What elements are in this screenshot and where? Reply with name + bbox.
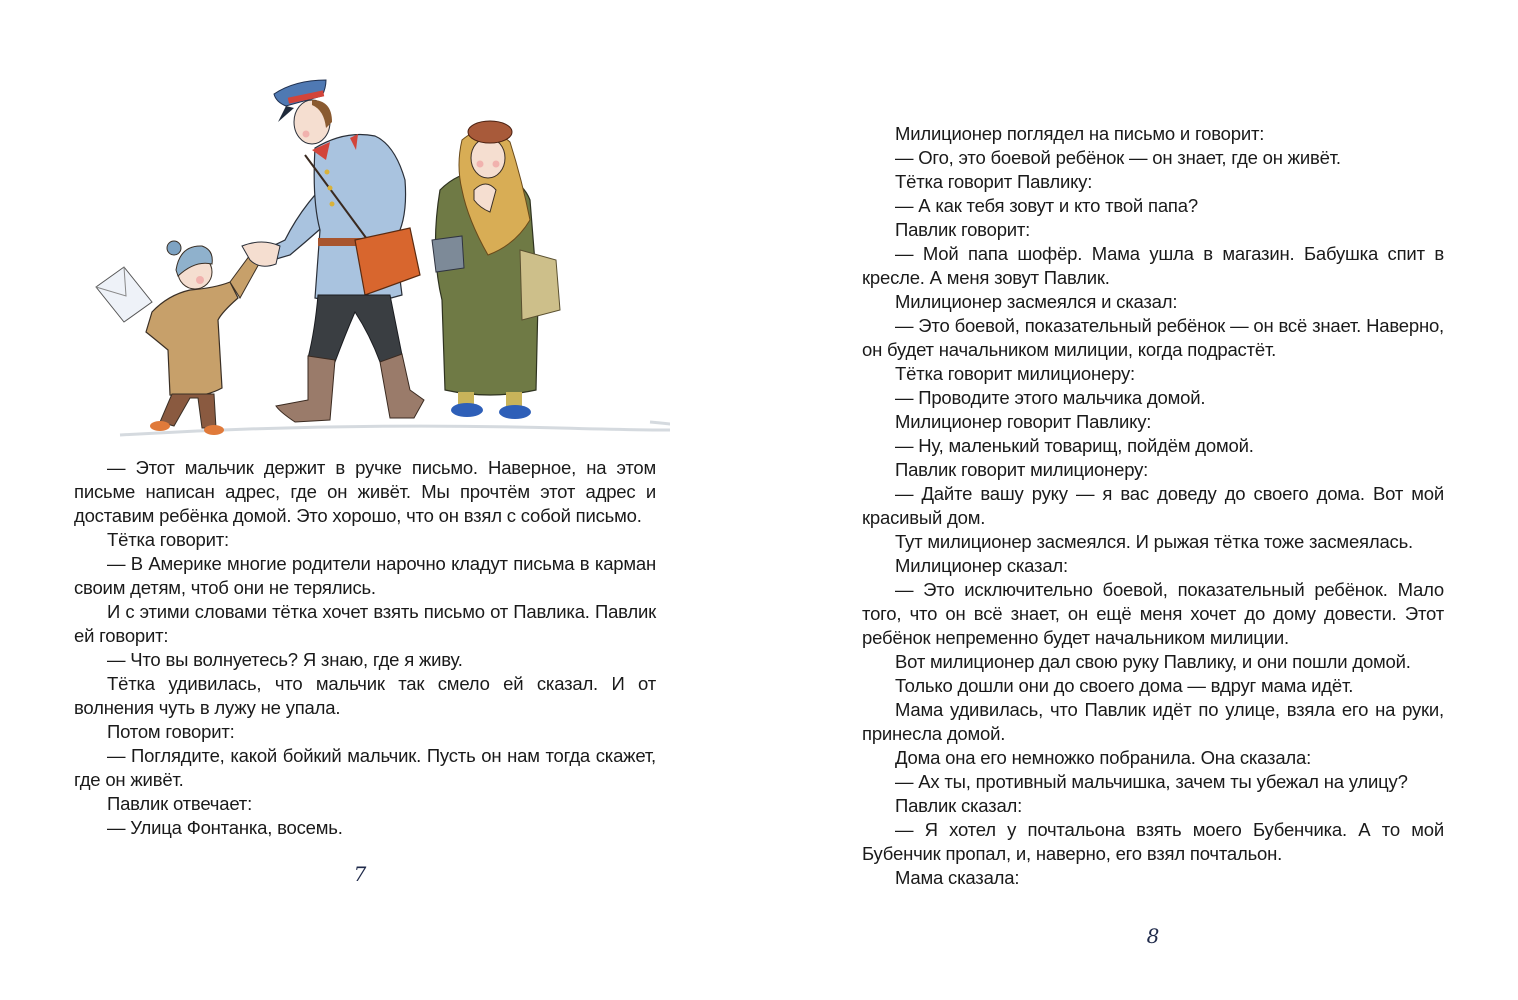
paragraph: Тётка говорит Павлику: [895, 171, 1093, 192]
paragraph: Тётка говорит милиционеру: [895, 363, 1135, 384]
boy-cheek [196, 276, 204, 284]
aunt-bag [520, 250, 560, 320]
boy-hat-pompom [167, 241, 181, 255]
paragraph: — Мой папа шофёр. Мама ушла в магазин. Бабушка спит в кресле. А меня зовут Павлик. [862, 243, 1444, 288]
paragraph: Только дошли они до своего дома — вдруг мама идёт. [895, 675, 1354, 696]
right-page-column [862, 122, 1444, 948]
paragraph: — Это боевой, показательный ребёнок — он всё знает. Наверно, он будет начальником милиции, когда подрастёт. [862, 315, 1444, 360]
aunt-handbag [432, 236, 464, 272]
paragraph: Мама сказала: [895, 867, 1020, 888]
paragraph: Милиционер сказал: [895, 555, 1068, 576]
policeman-button [328, 186, 333, 191]
boy-coat [146, 282, 238, 396]
paragraph: — Этот мальчик держит в ручке письмо. Наверное, на этом письме написан адрес, где он живёт. Мы прочтём этот адрес и доставим ребёнка домой. Это хорошо, что он взял с собой письмо. [74, 457, 656, 526]
paragraph: — Проводите этого мальчика домой. [895, 387, 1206, 408]
paragraph: — Поглядите, какой бойкий мальчик. Пусть он нам тогда скажет, где он живёт. [74, 745, 656, 790]
aunt-hat [468, 121, 512, 143]
paragraph: — Улица Фонтанка, восемь. [107, 817, 343, 838]
aunt-figure [432, 121, 560, 419]
paragraph: Павлик отвечает: [107, 793, 253, 814]
paragraph: Вот милиционер дал свою руку Павлику, и они пошли домой. [895, 651, 1411, 672]
paragraph: Павлик говорит милиционеру: [895, 459, 1149, 480]
paragraph: Милиционер поглядел на письмо и говорит: [895, 123, 1265, 144]
boy-figure [96, 241, 260, 435]
page-number: 7 [353, 862, 367, 886]
paragraph: И с этими словами тётка хочет взять письмо от Павлика. Павлик ей говорит: [74, 601, 656, 646]
aunt-face [471, 138, 505, 178]
paragraph: Павлик сказал: [895, 795, 1023, 816]
left-page-column [74, 456, 656, 886]
policeman-cap-visor [278, 106, 294, 122]
boy-shoe-right [204, 425, 224, 435]
page-number: 8 [1146, 924, 1160, 948]
paragraph: Милиционер засмеялся и сказал: [895, 291, 1178, 312]
paragraph: Потом говорит: [107, 721, 235, 742]
policeman-boot-left [276, 356, 335, 422]
paragraph: — А как тебя зовут и кто твой папа? [895, 195, 1198, 216]
paragraph: — Ого, это боевой ребёнок — он знает, где он живёт. [895, 147, 1341, 168]
paragraph: Тут милиционер засмеялся. И рыжая тётка тоже засмеялась. [895, 531, 1413, 552]
boy-shoe-left [150, 421, 170, 431]
aunt-cheek [477, 161, 484, 168]
boy-legs [160, 394, 216, 428]
policeman-boot-right [380, 354, 424, 418]
aunt-cheek [493, 161, 500, 168]
story-illustration [90, 50, 670, 450]
paragraph: — Ну, маленький товарищ, пойдём домой. [895, 435, 1254, 456]
left-page-text [74, 456, 656, 840]
paragraph: — Я хотел у почтальона взять моего Бубенчика. А то мой Бубенчик пропал, и, наверно, его взял почтальон. [862, 819, 1444, 864]
paragraph: Милиционер говорит Павлику: [895, 411, 1152, 432]
right-page-text [862, 122, 1444, 890]
letter-envelope [96, 267, 152, 322]
policeman-trousers [308, 295, 402, 362]
policeman-figure [242, 80, 424, 422]
paragraph: — Дайте вашу руку — я вас доведу до своего дома. Вот мой красивый дом. [862, 483, 1444, 528]
paragraph: — Ах ты, противный мальчишка, зачем ты убежал на улицу? [895, 771, 1408, 792]
paragraph: — Что вы волнуетесь? Я знаю, где я живу. [107, 649, 463, 670]
right-page [759, 0, 1518, 1000]
paragraph: — Это исключительно боевой, показательный ребёнок. Мало того, что он всё знает, он ещё меня хочет до дому довести. Этот ребёнок непременно будет начальником милиции. [862, 579, 1444, 648]
policeman-cheek [303, 131, 310, 138]
policeman-button [325, 170, 330, 175]
policeman-button [330, 202, 335, 207]
paragraph: Дома она его немножко побранила. Она сказала: [895, 747, 1312, 768]
paragraph: Павлик говорит: [895, 219, 1031, 240]
aunt-shoe-right [499, 405, 531, 419]
paragraph: Тётка удивилась, что мальчик так смело ей сказал. И от волнения чуть в лужу не упала. [74, 673, 656, 718]
aunt-shoe-left [451, 403, 483, 417]
paragraph: — В Америке многие родители нарочно кладут письма в карман своим детям, чтоб они не терялись. [74, 553, 656, 598]
policeman-bag [355, 228, 420, 295]
paragraph: Мама удивилась, что Павлик идёт по улице, взяла его на руки, принесла домой. [862, 699, 1444, 744]
paragraph: Тётка говорит: [107, 529, 229, 550]
